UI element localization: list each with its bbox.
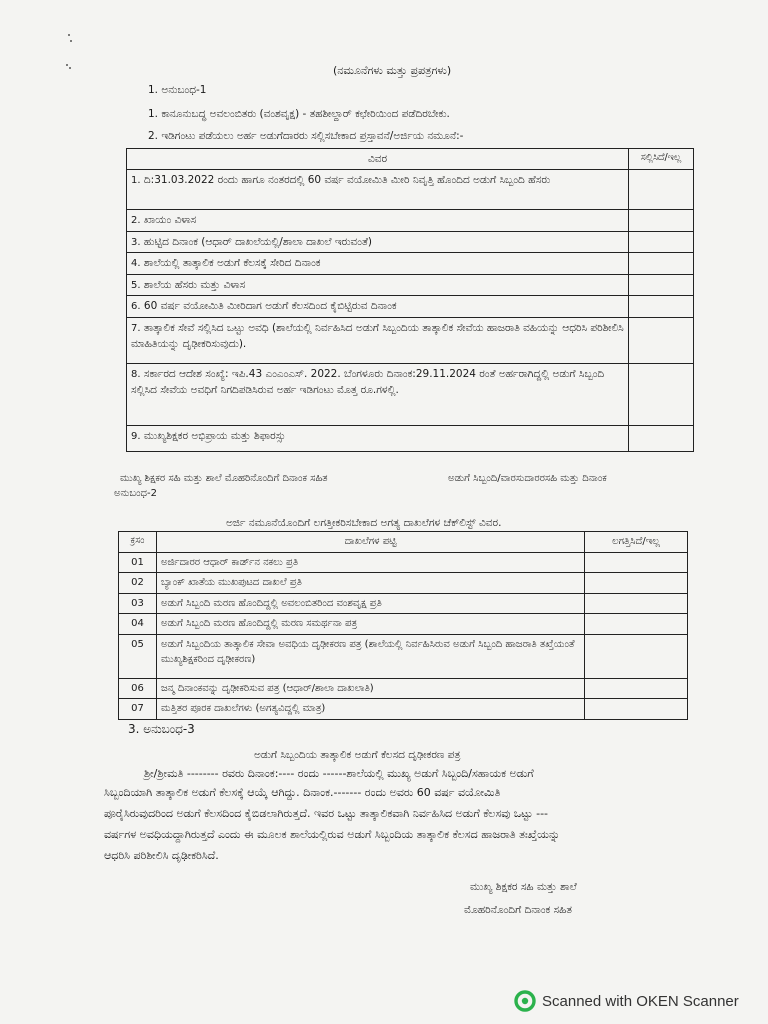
row-number: 7. <box>131 322 141 334</box>
document-name: ಮತ್ತಿತರ ಪೂರಕ ದಾಖಲೆಗಳು (ಅಗತ್ಯವಿದ್ದಲ್ಲಿ ಮಾತ್ರ) <box>157 699 585 720</box>
certificate-line-1: ಶ್ರೀ/ಶ್ರೀಮತಿ -------- ರವರು ದಿನಾಂಕ:---- ರಂದು ------ಶಾಲೆಯಲ್ಲಿ ಮುಖ್ಯ ಅಡುಗೆ ಸಿಬ್ಬಂದಿ/ಸಹಾಯಕ ಅಡುಗೆ <box>144 767 534 780</box>
submitted-cell[interactable] <box>629 274 694 296</box>
attached-cell[interactable] <box>585 634 688 678</box>
document-name: ಜನ್ಮ ದಿನಾಂಕವನ್ನು ದೃಢೀಕರಿಸುವ ಪತ್ರ (ಆಧಾರ್/ಶಾಲಾ ದಾಖಲಾತಿ) <box>157 678 585 699</box>
instruction-line-2: 2. ಇಡಿಗಂಟು ಪಡೆಯಲು ಅರ್ಹ ಅಡುಗೆದಾರರು ಸಲ್ಲಿಸಬೇಕಾದ ಪ್ರಸ್ತಾವನೆ/ಅರ್ಜಿಯ ನಮೂನೆ:- <box>148 130 464 142</box>
serial-number: 01 <box>119 552 157 573</box>
row-number: 2. <box>131 215 141 227</box>
attached-cell[interactable] <box>585 552 688 573</box>
document-name: ಬ್ಯಾಂಕ್ ಖಾತೆಯ ಮುಖಪುಟದ ದಾಖಲೆ ಪ್ರತಿ <box>157 573 585 594</box>
document-name: ಅಡುಗೆ ಸಿಬ್ಬಂದಿ ಮರಣ ಹೊಂದಿದ್ದಲ್ಲಿ ಅವಲಂಬಿತರಿಂದ ವಂಶವೃಕ್ಷ ಪ್ರತಿ <box>157 593 585 614</box>
row-number: 8. <box>131 368 141 380</box>
table-row <box>119 552 688 573</box>
certificate-line-4: ವರ್ಷಗಳ ಅವಧಿಯದ್ದಾಗಿರುತ್ತದೆ ಎಂದು ಈ ಮೂಲಕ ಶಾಲೆಯಲ್ಲಿರುವ ಅಡುಗೆ ಸಿಬ್ಬಂದಿಯ ತಾತ್ಕಾಲಿಕ ಕೆಲಸದ ಹಾಜರಾತಿ ತಃಖ್ತೆಯನ್ನು <box>104 828 560 841</box>
table-row <box>119 593 688 614</box>
table-header-row <box>127 149 694 170</box>
scan-specks <box>66 30 72 70</box>
column-header-serial: ಕ್ರಸಂ <box>119 532 157 553</box>
row-cell <box>127 296 629 318</box>
table-header-row <box>119 532 688 553</box>
row-text: ಹುಟ್ಟಿದ ದಿನಾಂಕ (ಆಧಾರ್ ದಾಖಲೆಯಲ್ಲಿ/ಶಾಲಾ ದಾಖಲೆ ಇರುವಂತೆ) <box>143 235 373 248</box>
row-number: 5. <box>131 279 141 291</box>
document-title: (ನಮೂನೆಗಳು ಮತ್ತು ಪ್ರಪತ್ರಗಳು) <box>333 64 452 77</box>
table-row <box>119 614 688 635</box>
row-cell <box>127 425 629 451</box>
table-row <box>127 317 694 363</box>
attached-cell[interactable] <box>585 678 688 699</box>
serial-number: 03 <box>119 593 157 614</box>
row-number: 3. <box>131 236 141 248</box>
column-header-submitted: ಸಲ್ಲಿಸಿದೆ/ಇಲ್ಲ <box>629 149 694 170</box>
row-cell <box>127 317 629 363</box>
row-cell <box>127 253 629 275</box>
row-cell <box>127 231 629 253</box>
row-cell <box>127 363 629 425</box>
table-row <box>127 363 694 425</box>
annex3-title: ಅಡುಗೆ ಸಿಬ್ಬಂದಿಯ ತಾತ್ಕಾಲಿಕ ಅಡುಗೆ ಕೆಲಸದ ದೃಢೀಕರಣ ಪತ್ರ <box>254 749 461 761</box>
row-text: ತಾತ್ಕಾಲಿಕ ಸೇವೆ ಸಲ್ಲಿಸಿದ ಒಟ್ಟು ಅವಧಿ (ಶಾಲೆಯಲ್ಲಿ ನಿರ್ವಹಿಸಿದ ಅಡುಗೆ ಸಿಬ್ಬಂದಿಯ ತಾತ್ಕಾಲಿಕ ಸೇವೆಯ ಹಾಜರಾತಿ ವಹಿಯನ್ನು ಆಧರಿಸಿ ಪರಿಶೀಲಿಸಿ ಮಾಹಿತಿಯನ್ನು ದೃಢೀಕರಿಸುವುದು). <box>131 321 624 351</box>
row-number: 6. <box>131 301 141 313</box>
column-header-documents: ದಾಖಲೆಗಳ ಪಟ್ಟಿ <box>157 532 585 553</box>
headmaster-signature-label: ಮುಖ್ಯ ಶಿಕ್ಷಕರ ಸಹಿ ಮತ್ತು ಶಾಲೆ ಮೊಹರಿನೊಂದಿಗೆ ದಿನಾಂಕ ಸಹಿತ <box>120 473 328 484</box>
document-name: ಅರ್ಜಿದಾರರ ಆಧಾರ್ ಕಾರ್ಡ್‌ನ ನಕಲು ಪ್ರತಿ <box>157 552 585 573</box>
certificate-line-5: ಆಧರಿಸಿ ಪರಿಶೀಲಿಸಿ ದೃಢೀಕರಿಸಿದೆ. <box>104 849 219 862</box>
scanner-watermark-text: Scanned with OKEN Scanner <box>542 992 739 1010</box>
annex3-heading: 3. ಅನುಬಂಧ-3 <box>128 722 195 736</box>
table-row <box>119 678 688 699</box>
document-name: ಅಡುಗೆ ಸಿಬ್ಬಂದಿ ಮರಣ ಹೊಂದಿದ್ದಲ್ಲಿ ಮರಣ ಸಮರ್ಥನಾ ಪತ್ರ <box>157 614 585 635</box>
instruction-line-1: 1. ಕಾನೂನುಬದ್ಧ ಅವಲಂಬಿತರು (ವಂಶವೃಕ್ಷ) - ತಹಶೀಲ್ದಾರ್ ಕಛೇರಿಯಿಂದ ಪಡೆದಿರಬೇಕು. <box>148 108 450 120</box>
row-cell <box>127 210 629 232</box>
table-row <box>127 231 694 253</box>
table-row <box>127 253 694 275</box>
table-row <box>119 634 688 678</box>
submitted-cell[interactable] <box>629 296 694 318</box>
row-cell <box>127 170 629 210</box>
application-form-table <box>126 148 694 452</box>
certificate-body <box>104 761 560 868</box>
annex2-heading: ಅನುಬಂಧ-2 <box>114 488 157 499</box>
row-text: ಮುಖ್ಯಶಿಕ್ಷಕರ ಅಭಿಪ್ರಾಯ ಮತ್ತು ಶಿಫಾರಸ್ಸು <box>143 429 286 442</box>
serial-number: 06 <box>119 678 157 699</box>
serial-number: 02 <box>119 573 157 594</box>
submitted-cell[interactable] <box>629 317 694 363</box>
submitted-cell[interactable] <box>629 253 694 275</box>
row-text: 60 ವರ್ಷ ವಯೋಮಿತಿ ಮೀರಿದಾಗ ಅಡುಗೆ ಕೆಲಸದಿಂದ ಕೈಬಿಟ್ಟಿರುವ ದಿನಾಂಕ <box>143 300 397 313</box>
annex1-heading: 1. ಅನುಬಂಧ-1 <box>148 84 207 96</box>
attached-cell[interactable] <box>585 699 688 720</box>
attached-cell[interactable] <box>585 593 688 614</box>
serial-number: 07 <box>119 699 157 720</box>
cook-signature-label: ಅಡುಗೆ ಸಿಬ್ಬಂದಿ/ವಾರಸುದಾರರಸಹಿ ಮತ್ತು ದಿನಾಂಕ <box>448 473 607 484</box>
column-header-details: ವಿವರ <box>127 149 629 170</box>
certificate-line-3: ಪೂರೈಸಿರುವುದರಿಂದ ಅಡುಗೆ ಕೆಲಸದಿಂದ ಕೈಬಿಡಲಾಗಿರುತ್ತದೆ. ಇವರ ಒಟ್ಟು ತಾತ್ಕಾಲಿಕವಾಗಿ ನಿರ್ವಹಿಸಿದ ಅಡುಗೆ ಕೆಲಸವು ಒಟ್ಟು --- <box>104 807 549 820</box>
scanner-watermark <box>514 990 739 1012</box>
table-row <box>127 210 694 232</box>
table-row <box>127 170 694 210</box>
table-row <box>119 573 688 594</box>
oken-scanner-logo-icon <box>514 990 536 1012</box>
row-text: ಶಾಲೆಯ ಹೆಸರು ಮತ್ತು ವಿಳಾಸ <box>143 278 246 291</box>
document-name: ಅಡುಗೆ ಸಿಬ್ಬಂದಿಯ ತಾತ್ಕಾಲಿಕ ಸೇವಾ ಅವಧಿಯ ದೃಢೀಕರಣ ಪತ್ರ (ಶಾಲೆಯಲ್ಲಿ ನಿರ್ವಹಿಸಿರುವ ಅಡುಗೆ ಸಿಬ್ಬಂದಿ ಹಾಜರಾತಿ ತಖ್ತೆಯಂತೆ ಮುಖ್ಯಶಿಕ್ಷಕರಿಂದ ದೃಢೀಕರಣ) <box>157 634 585 678</box>
table-row <box>127 274 694 296</box>
submitted-cell[interactable] <box>629 425 694 451</box>
row-text: ದಿ:31.03.2022 ರಂದು ಹಾಗೂ ನಂತರದಲ್ಲಿ 60 ವರ್ಷ ವಯೋಮಿತಿ ಮೀರಿ ನಿವೃತ್ತಿ ಹೊಂದಿದ ಅಡುಗೆ ಸಿಬ್ಬಂದಿ ಹೆಸರು <box>143 174 551 187</box>
row-cell <box>127 274 629 296</box>
row-text: ಸರ್ಕಾರದ ಆದೇಶ ಸಂಖ್ಯೆ: ಇಪಿ.43 ಎಂಎಂಎಸ್. 2022. ಬೆಂಗಳೂರು ದಿನಾಂಕ:29.11.2024 ರಂತೆ ಅರ್ಹರಾಗಿದ್ದಲ್ಲಿ ಅಡುಗೆ ಸಿಬ್ಬಂದಿ ಸಲ್ಲಿಸಿದ ಸೇವೆಯ ಅವಧಿಗೆ ನಿಗದಿಪಡಿಸಿರುವ ಅರ್ಹ ಇಡಿಗಂಟು ಮೊತ್ತ ರೂ.ಗಳಲ್ಲಿ. <box>131 367 605 397</box>
headmaster-sign-line-1: ಮುಖ್ಯ ಶಿಕ್ಷಕರ ಸಹಿ ಮತ್ತು ಶಾಲೆ <box>470 881 577 893</box>
attached-cell[interactable] <box>585 573 688 594</box>
submitted-cell[interactable] <box>629 363 694 425</box>
submitted-cell[interactable] <box>629 231 694 253</box>
row-number: 4. <box>131 258 141 270</box>
certificate-line-2: ಸಿಬ್ಬಂದಿಯಾಗಿ ತಾತ್ಕಾಲಿಕ ಅಡುಗೆ ಕೆಲಸಕ್ಕೆ ಆಯ್ಕೆ ಆಗಿದ್ದು. ದಿನಾಂಕ.------- ರಂದು ಅವರು 60 ವರ್ಷ ವಯೋಮಿತಿ <box>104 786 501 799</box>
row-text: ಖಾಯಂ ವಿಳಾಸ <box>143 214 197 227</box>
submitted-cell[interactable] <box>629 170 694 210</box>
headmaster-sign-line-2: ಮೊಹರಿನೊಂದಿಗೆ ದಿನಾಂಕ ಸಹಿತ <box>464 904 572 916</box>
table-row <box>127 425 694 451</box>
annex2-title: ಅರ್ಜಿ ನಮೂನೆಯೊಂದಿಗೆ ಲಗತ್ತೀಕರಿಸಬೇಕಾದ ಅಗತ್ಯ ದಾಖಲೆಗಳ ಚೆಕ್‌ಲಿಸ್ಟ್ ವಿವರ. <box>226 517 502 529</box>
table-row <box>119 699 688 720</box>
attached-cell[interactable] <box>585 614 688 635</box>
row-number: 1. <box>131 175 141 187</box>
submitted-cell[interactable] <box>629 210 694 232</box>
table-row <box>127 296 694 318</box>
row-text: ಶಾಲೆಯಲ್ಲಿ ತಾತ್ಕಾಲಿಕ ಅಡುಗೆ ಕೆಲಸಕ್ಕೆ ಸೇರಿದ ದಿನಾಂಕ <box>143 257 321 270</box>
serial-number: 04 <box>119 614 157 635</box>
column-header-attached: ಲಗತ್ತಿಸಿದೆ/ಇಲ್ಲ <box>585 532 688 553</box>
serial-number: 05 <box>119 634 157 678</box>
checklist-table <box>118 531 688 720</box>
row-number: 9. <box>131 430 141 442</box>
